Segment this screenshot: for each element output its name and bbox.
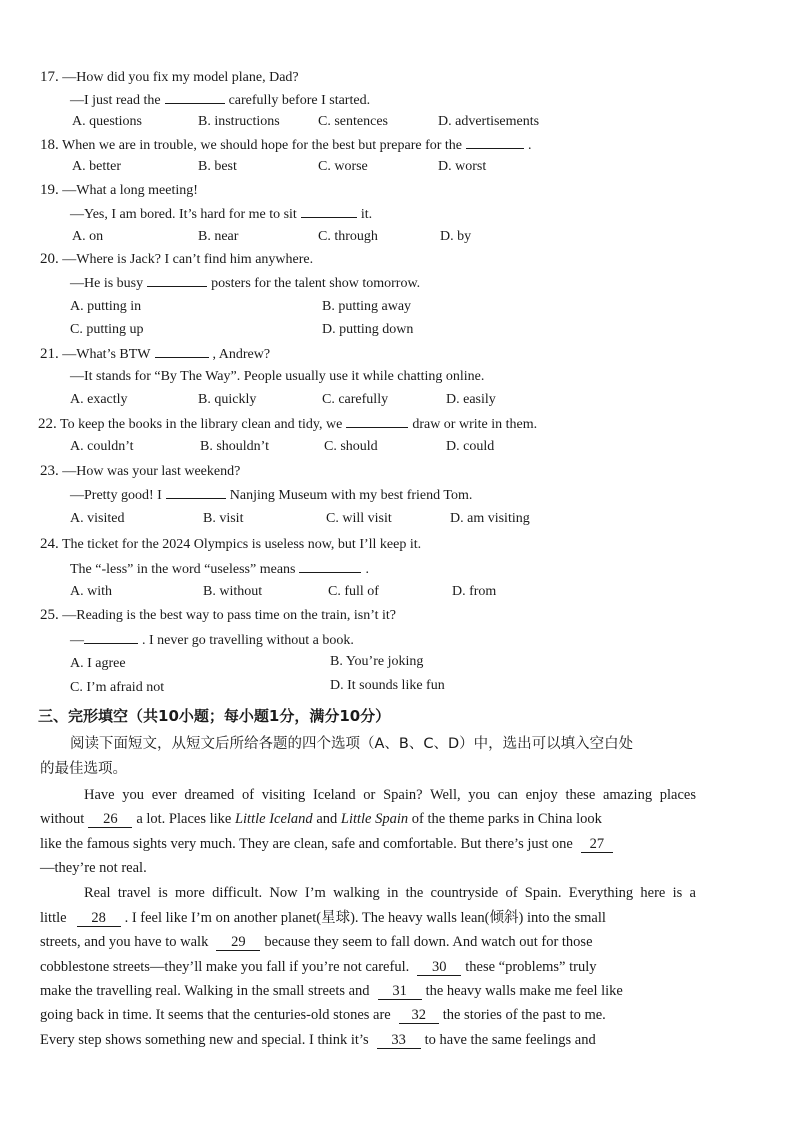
section-instruction: 阅读下面短文，从短文后所给各题的四个选项（A、B、C、D）中，选出可以填入空白处 xyxy=(70,736,634,752)
option-a: A. better xyxy=(72,159,121,174)
passage-text: streets, and you have to walk xyxy=(40,934,209,950)
option-d: D. from xyxy=(452,584,497,599)
passage-line xyxy=(40,909,606,927)
question-stem: —How did you fix my model plane, Dad? xyxy=(62,70,299,85)
option-c: C. putting up xyxy=(70,322,144,337)
passage-text: cobblestone streets—they’ll make you fall if you’re not careful. xyxy=(40,959,410,975)
stem-text: — xyxy=(70,633,84,648)
question-23-line2 xyxy=(70,485,472,505)
passage-text: . I feel like I’m on another planet(星球). The heavy walls lean(倾斜) into the small xyxy=(124,910,606,926)
passage-line: Have you ever dreamed of visiting Iceland or Spain? Well, you can enjoy these amazing places xyxy=(84,787,696,803)
passage-text: Every step shows something new and special. I think it’s xyxy=(40,1032,369,1048)
option-c: C. will visit xyxy=(326,511,392,526)
stem-text: The “-less” in the word “useless” means xyxy=(70,562,296,577)
question-18 xyxy=(40,135,532,155)
question-24-line2 xyxy=(70,559,369,579)
option-d: D. am visiting xyxy=(450,511,530,526)
cloze-blank-30: 30 xyxy=(417,960,461,976)
passage-text: little xyxy=(40,910,67,926)
passage-text: and xyxy=(316,811,338,827)
stem-text: . xyxy=(528,138,532,153)
option-b: B. instructions xyxy=(198,114,280,129)
option-c: C. should xyxy=(324,439,378,454)
cloze-blank-31: 31 xyxy=(378,984,422,1000)
stem-text: draw or write in them. xyxy=(412,417,538,432)
question-21-line2: —It stands for “By The Way”. People usually use it while chatting online. xyxy=(70,369,485,384)
option-d: D. by xyxy=(440,229,472,244)
option-b: B. quickly xyxy=(198,392,257,407)
stem-text: —I just read the xyxy=(70,93,161,108)
question-25-line2 xyxy=(70,630,354,650)
question-stem: —What’s BTW xyxy=(62,347,151,362)
option-b: B. putting away xyxy=(322,299,412,314)
option-c: C. full of xyxy=(328,584,379,599)
question-21 xyxy=(40,344,270,364)
answer-blank xyxy=(166,485,226,499)
option-d: D. easily xyxy=(446,392,496,407)
passage-line: Real travel is more difficult. Now I’m walking in the countryside of Spain. Everything here is a xyxy=(84,885,696,901)
question-19 xyxy=(40,181,198,200)
question-stem: —How was your last weekend? xyxy=(62,464,241,479)
question-stem: —Reading is the best way to pass time on the train, isn’t it? xyxy=(62,608,396,623)
option-c: C. sentences xyxy=(318,114,388,129)
passage-line: —they’re not real. xyxy=(40,860,147,876)
stem-text: Nanjing Museum with my best friend Tom. xyxy=(229,488,473,503)
passage-text: like the famous sights very much. They are clean, safe and comfortable. But there’s just one xyxy=(40,836,573,852)
option-a: A. with xyxy=(70,584,112,599)
stem-text: carefully before I started. xyxy=(228,93,371,108)
option-d: D. worst xyxy=(438,159,487,174)
option-c: C. through xyxy=(318,229,378,244)
passage-line xyxy=(40,933,593,951)
question-19-line2 xyxy=(70,204,372,224)
passage-text: going back in time. It seems that the centuries-old stones are xyxy=(40,1007,391,1023)
passage-text: of the theme parks in China look xyxy=(411,811,602,827)
option-a: A. exactly xyxy=(70,392,128,407)
cloze-blank-32: 32 xyxy=(399,1008,439,1024)
passage-line xyxy=(40,1006,606,1024)
question-24 xyxy=(40,535,421,554)
question-stem: —Where is Jack? I can’t find him anywhere. xyxy=(62,252,314,267)
cloze-blank-29: 29 xyxy=(216,935,260,951)
option-b: B. without xyxy=(203,584,263,599)
passage-text: the stories of the past to me. xyxy=(442,1007,606,1023)
option-a: A. I agree xyxy=(70,656,126,671)
option-a: A. visited xyxy=(70,511,125,526)
stem-text: it. xyxy=(360,207,373,222)
question-stem: To keep the books in the library clean and tidy, we xyxy=(60,417,343,432)
option-d: D. could xyxy=(446,439,495,454)
passage-line xyxy=(40,1031,596,1049)
question-number: 25. xyxy=(40,607,59,623)
stem-text: —Yes, I am bored. It’s hard for me to sit xyxy=(70,207,297,222)
place-name: Little Spain xyxy=(340,811,409,827)
question-number: 17. xyxy=(40,69,59,85)
stem-text: —Pretty good! I xyxy=(70,488,162,503)
passage-text: because they seem to fall down. And watch out for those xyxy=(264,934,593,950)
question-stem: —What a long meeting! xyxy=(62,183,198,198)
stem-text: , Andrew? xyxy=(212,347,271,362)
passage-text: a lot. Places like xyxy=(136,811,232,827)
option-b: B. visit xyxy=(203,511,244,526)
answer-blank xyxy=(165,90,225,104)
answer-blank xyxy=(301,204,357,218)
cloze-blank-28: 28 xyxy=(77,911,121,927)
answer-blank xyxy=(299,559,361,573)
section-heading: 三、完形填空（共10小题；每小题1分，满分10分） xyxy=(38,707,391,725)
option-b: B. best xyxy=(198,159,237,174)
question-number: 18. xyxy=(40,137,59,153)
answer-blank xyxy=(346,414,408,428)
option-c: C. I’m afraid not xyxy=(70,680,165,695)
answer-blank xyxy=(155,344,209,358)
option-a: A. couldn’t xyxy=(70,439,134,454)
stem-text: . I never go travelling without a book. xyxy=(142,633,354,648)
option-d: D. advertisements xyxy=(438,114,540,129)
option-d: D. putting down xyxy=(322,322,414,337)
option-d: D. It sounds like fun xyxy=(330,678,445,693)
question-number: 21. xyxy=(40,346,59,362)
passage-text: the heavy walls make me feel like xyxy=(425,983,623,999)
question-number: 23. xyxy=(40,463,59,479)
option-a: A. questions xyxy=(72,114,142,129)
option-b: B. You’re joking xyxy=(330,654,424,669)
cloze-blank-33: 33 xyxy=(377,1033,421,1049)
passage-text: without xyxy=(40,811,85,827)
passage-line xyxy=(40,958,597,976)
question-17 xyxy=(40,68,299,87)
option-c: C. carefully xyxy=(322,392,389,407)
question-number: 22. xyxy=(38,416,57,432)
passage-line xyxy=(40,982,623,1000)
option-c: C. worse xyxy=(318,159,368,174)
stem-text: posters for the talent show tomorrow. xyxy=(211,276,421,291)
question-20 xyxy=(40,250,313,269)
passage-text: make the travelling real. Walking in the small streets and xyxy=(40,983,370,999)
option-a: A. putting in xyxy=(70,299,142,314)
passage-text: these “problems” truly xyxy=(465,959,597,975)
option-b: B. near xyxy=(198,229,239,244)
question-stem: The ticket for the 2024 Olympics is useless now, but I’ll keep it. xyxy=(62,537,422,552)
question-number: 20. xyxy=(40,251,59,267)
cloze-blank-26: 26 xyxy=(88,812,132,828)
answer-blank xyxy=(147,273,207,287)
question-23 xyxy=(40,462,240,481)
question-number: 24. xyxy=(40,536,59,552)
cloze-blank-27: 27 xyxy=(581,837,613,853)
stem-text: . xyxy=(365,562,369,577)
option-b: B. shouldn’t xyxy=(200,439,269,454)
question-number: 19. xyxy=(40,182,59,198)
stem-text: —He is busy xyxy=(70,276,144,291)
passage-line xyxy=(40,835,617,853)
passage-line xyxy=(40,810,602,828)
question-25 xyxy=(40,606,396,625)
question-20-line2 xyxy=(70,273,420,293)
option-a: A. on xyxy=(72,229,104,244)
answer-blank xyxy=(84,630,138,644)
passage-text: to have the same feelings and xyxy=(424,1032,596,1048)
answer-blank xyxy=(466,135,524,149)
question-22 xyxy=(38,414,537,434)
section-instruction-cont: 的最佳选项。 xyxy=(40,761,127,777)
place-name: Little Iceland xyxy=(234,811,313,827)
question-stem: When we are in trouble, we should hope for the best but prepare for the xyxy=(62,138,463,153)
question-17-line2 xyxy=(70,90,370,110)
